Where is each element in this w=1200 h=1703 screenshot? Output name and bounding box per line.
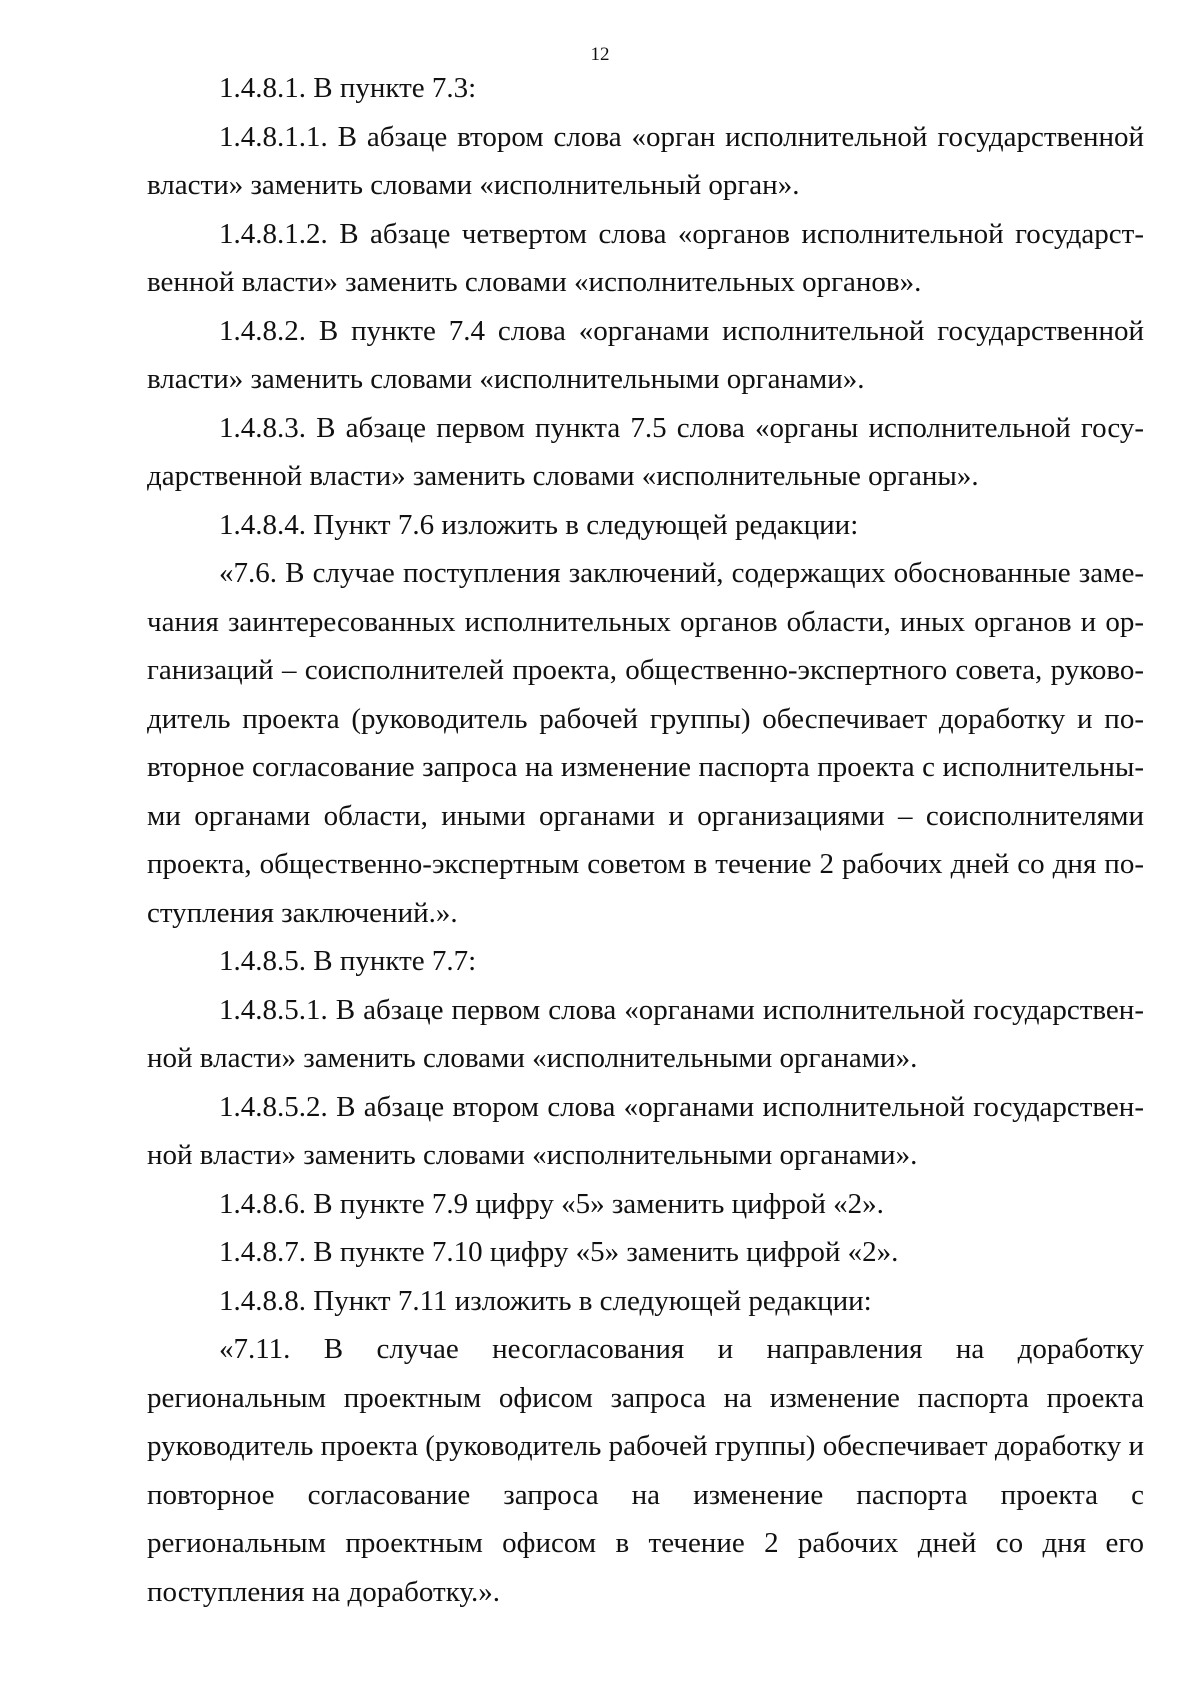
paragraph-1-4-8-5-2: 1.4.8.5.2. В абзаце втором слова «органами исполнительной государственной власти» заменить словами «исполнительными органами». [147, 1090, 1144, 1171]
document-body [147, 64, 1144, 1616]
page-number: 12 [590, 44, 610, 65]
paragraph-1-4-8-6: 1.4.8.6. В пункте 7.9 цифру «5» заменить цифрой «2». [219, 1187, 884, 1220]
paragraph-quote-7-6: «7.6. В случае поступления заключений, содержащих обоснованные замечания заинтересованных исполнительных органов области, иных органов и организаций – соисполнителей проекта, общественно-экспертного совета, руководитель проекта (руководитель рабочей группы) обеспечивает доработку и повторное согласование запроса на изменение паспорта проекта с исполнительными органами области, иными органами и организациями – соисполнителями проекта, общественно-экспертным советом в течение 2 рабочих дней со дня поступления заключений.». [147, 557, 1144, 929]
paragraph-1-4-8-1-2: 1.4.8.1.2. В абзаце четвертом слова «органов исполнительной государственной власти» заменить словами «исполнительных органов». [147, 217, 1144, 298]
paragraph-1-4-8-8: 1.4.8.8. Пункт 7.11 изложить в следующей редакции: [219, 1284, 872, 1317]
paragraph-quote-7-11: «7.11. В случае несогласования и направления на доработку региональным проектным офисом запроса на изменение паспорта проекта руководитель проекта (руководитель рабочей группы) обеспечивает доработку и повторное согласование запроса на изменение паспорта проекта с региональным проектным офисом в течение 2 рабочих дней со дня его поступления на доработку.». [147, 1333, 1144, 1608]
paragraph-1-4-8-7: 1.4.8.7. В пункте 7.10 цифру «5» заменить цифрой «2». [219, 1236, 899, 1268]
paragraph-1-4-8-1: 1.4.8.1. В пункте 7.3: [219, 72, 477, 104]
paragraph-1-4-8-5: 1.4.8.5. В пункте 7.7: [219, 945, 477, 977]
paragraph-1-4-8-4: 1.4.8.4. Пункт 7.6 изложить в следующей редакции: [219, 508, 859, 541]
paragraph-1-4-8-2: 1.4.8.2. В пункте 7.4 слова «органами исполнительной государственной власти» заменить словами «исполнительными органами». [147, 314, 1144, 395]
paragraph-1-4-8-1-1: 1.4.8.1.1. В абзаце втором слова «орган исполнительной государственной власти» заменить словами «исполнительный орган». [147, 120, 1144, 201]
paragraph-1-4-8-5-1: 1.4.8.5.1. В абзаце первом слова «органами исполнительной государственной власти» заменить словами «исполнительными органами». [147, 993, 1144, 1074]
paragraph-1-4-8-3: 1.4.8.3. В абзаце первом пункта 7.5 слова «органы исполнительной государственной власти» заменить словами «исполнительные органы». [147, 411, 1144, 492]
